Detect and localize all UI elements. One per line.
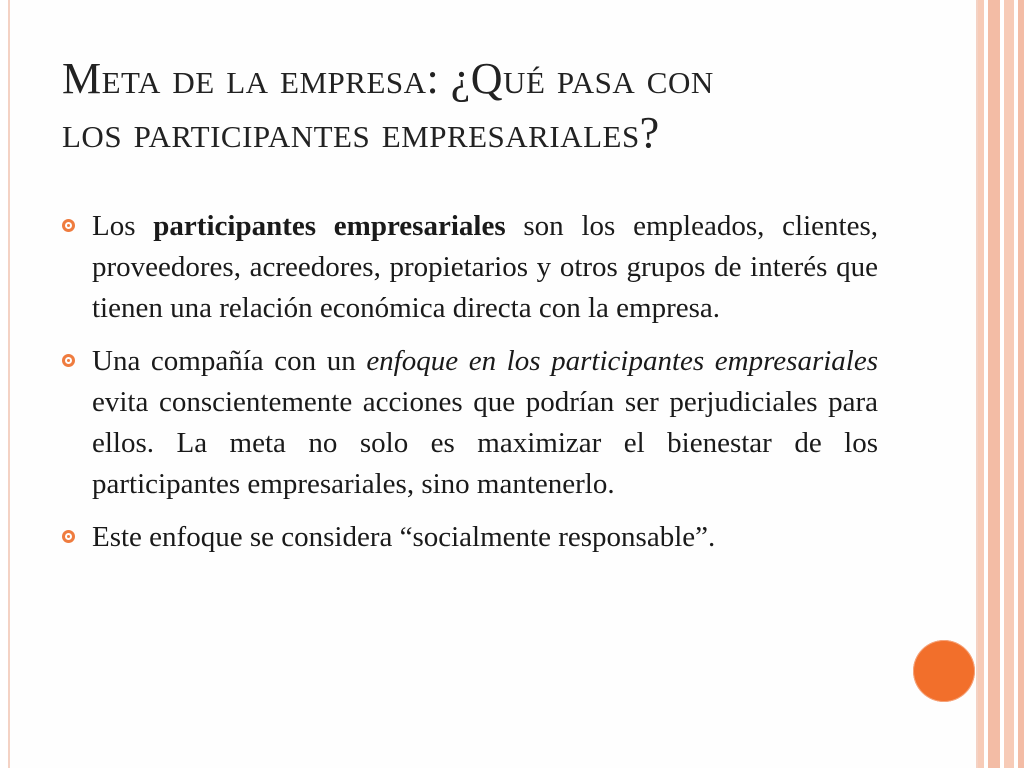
bullet-italic-term: enfoque en los participantes empresariales xyxy=(366,345,878,377)
bullet-ring-icon xyxy=(62,219,75,232)
bullet-item-3 xyxy=(62,517,878,558)
bullet-item-2 xyxy=(62,341,878,505)
stripe xyxy=(988,0,1000,768)
bullet-text: Los xyxy=(92,210,154,242)
bullet-ring-icon xyxy=(62,354,75,367)
stripe xyxy=(1004,0,1014,768)
decorative-stripes xyxy=(978,0,1024,768)
decorative-circle xyxy=(913,640,975,702)
bullet-item-1 xyxy=(62,206,878,329)
stripe xyxy=(1018,0,1024,768)
bullet-text: son los empleados, clientes, proveedores, acreedores, propietarios y otros grupos de interés que tienen una relación económica directa con la empresa. xyxy=(92,210,878,324)
bullet-text: Una compañía con un xyxy=(92,345,367,377)
bullet-list xyxy=(62,206,878,570)
stripe xyxy=(978,0,984,768)
bullet-text: evita conscientemente acciones que podrían ser perjudiciales para ellos. La meta no solo es maximizar el bienestar de los participantes empresariales, sino mantenerlo. xyxy=(92,386,878,500)
title-line-2: los participantes empresariales? xyxy=(62,108,660,157)
bullet-ring-icon xyxy=(62,530,75,543)
bullet-text: Este enfoque se considera “socialmente responsable”. xyxy=(92,521,716,553)
title-line-1: Meta de la empresa: ¿Qué pasa con xyxy=(62,54,714,103)
slide-title xyxy=(62,52,912,160)
bullet-bold-term: participantes empresariales xyxy=(153,210,506,242)
